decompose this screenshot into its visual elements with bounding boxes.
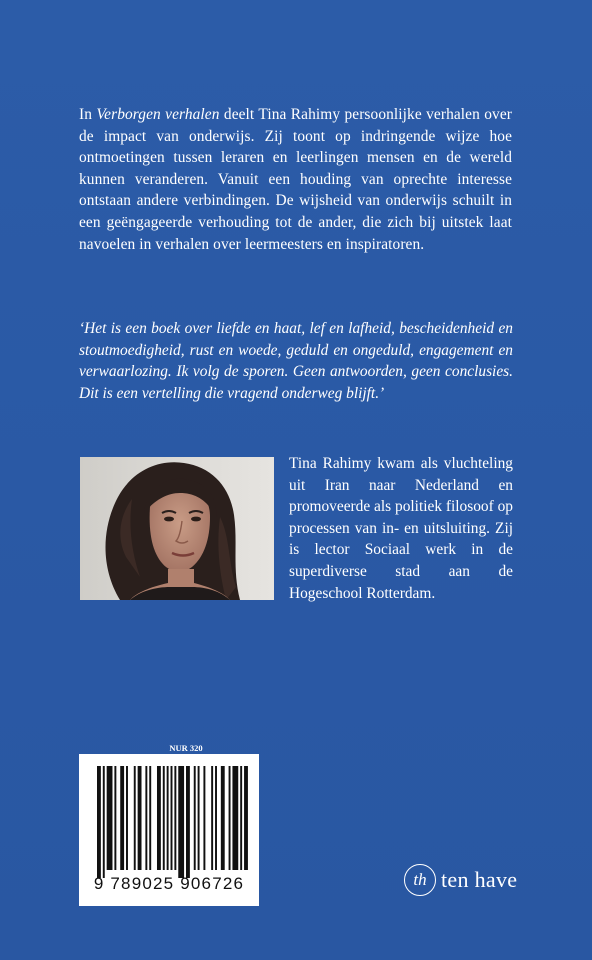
barcode-bar	[163, 766, 165, 870]
barcode-bar	[194, 766, 196, 870]
barcode-bar	[114, 766, 116, 870]
author-bio: Tina Rahimy kwam als vluchteling uit Iran naar Nederland en promoveerde als politiek filosoof op processen van in- en uitsluiting. Zij is lector Sociaal werk in de superdiverse stad aan de Hogeschool Rotterdam.	[289, 455, 513, 602]
barcode-bar	[134, 766, 136, 870]
barcode-bar	[229, 766, 231, 870]
barcode-bar	[107, 766, 113, 870]
barcode-bar	[138, 766, 142, 870]
isbn-number: 9 789025 906726	[93, 874, 245, 893]
barcode-bar	[167, 766, 169, 870]
blurb-intro: In	[79, 106, 97, 123]
barcode-bar	[149, 766, 151, 870]
barcode-bar	[232, 766, 238, 870]
isbn-barcode	[79, 754, 259, 906]
barcode-bar	[97, 766, 101, 878]
barcode-bar	[157, 766, 161, 870]
publisher-emblem-icon: th	[404, 864, 436, 896]
barcode-bar	[126, 766, 128, 870]
barcode-bar	[198, 766, 200, 870]
barcode-bar	[215, 766, 217, 870]
author-quote: ‘Het is een boek over liefde en haat, lef en lafheid, bescheidenheid en stoutmoedigheid, rust en woede, geduld en ongeduld, engagement en verwaarlozing. Ik volg de sporen. Geen antwoorden, geen conclusies. Dit is een vertelling die vragend onderweg blijft.’	[79, 320, 513, 402]
book-title: Verborgen verhalen	[96, 106, 220, 123]
publisher-logo	[404, 862, 517, 898]
barcode-bar	[211, 766, 213, 870]
barcode-bar	[244, 766, 248, 870]
book-blurb	[79, 104, 512, 255]
barcode-bar	[186, 766, 190, 878]
barcode-bar	[174, 766, 176, 870]
barcode-bar	[171, 766, 173, 870]
barcode-bar	[145, 766, 147, 870]
barcode-bar	[178, 766, 184, 878]
barcode-bar	[240, 766, 242, 870]
publisher-name: ten have	[441, 867, 518, 892]
barcode-bar	[103, 766, 105, 878]
nur-code: NUR 320	[169, 743, 203, 753]
barcode-bar	[221, 766, 225, 870]
blurb-body: deelt Tina Rahimy persoonlijke verhalen over de impact van onderwijs. Zij toont op indringende wijze hoe ontmoetingen tussen leraren en leerlingen mensen en de wereld kunnen veranderen. Vanuit een houding van oprechte interesse ontstaan andere verbindingen. De wijsheid van onderwijs schuilt in een geëngageerde verhouding tot de ander, die zich bij uitstek laat navoelen in verhalen over leermeesters en inspiratoren.	[79, 106, 512, 253]
author-photo	[80, 457, 274, 600]
barcode-bar	[203, 766, 205, 870]
barcode-bar	[120, 766, 124, 870]
